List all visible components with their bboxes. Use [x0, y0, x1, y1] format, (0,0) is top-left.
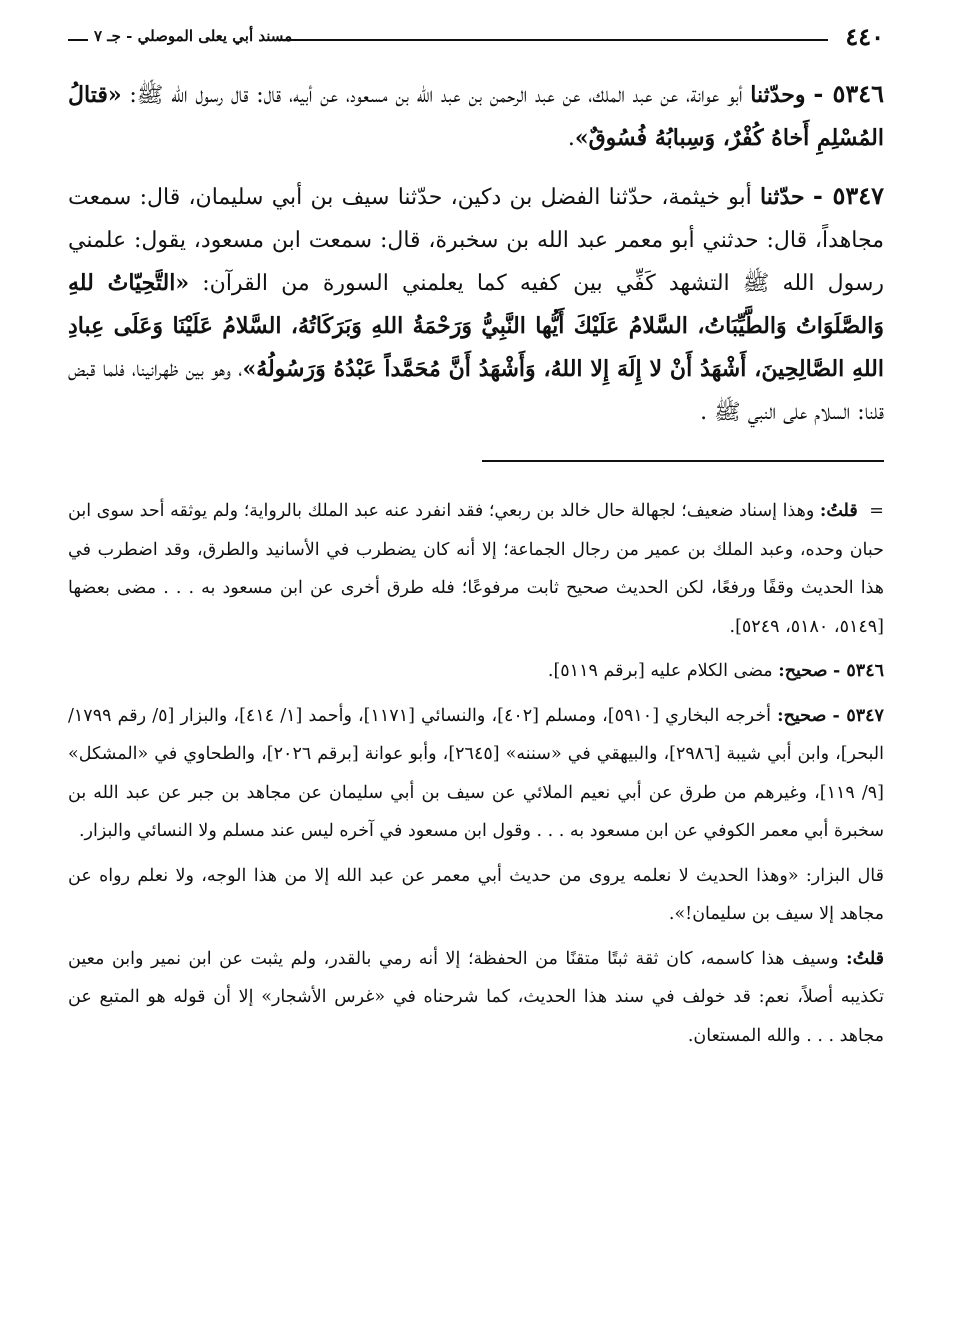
footnote-lead: قلتُ: — [819, 501, 858, 521]
main-text — [68, 72, 884, 434]
hadith-chain: أبو خيثمة، حدّثنا الفضل بن دكين، حدّثنا سيف بن أبي سليمان، قال: سمعت مجاهداً، قال: حدثني أبو معمر عبد الله بن سخبرة، قال: سمعت ابن مسعود، يقول: علمني رسول الله ﷺ التشهد كَفِّي بين كفيه كما يعلمني السورة من القرآن: — [68, 185, 885, 296]
narration-word: وحدّثنا — [750, 82, 806, 108]
footnote-5346 — [68, 652, 884, 691]
footnote-separator — [482, 460, 884, 462]
footnote-lead: صحيح: — [777, 705, 827, 726]
hadith-number: ٥٣٤٧ - — [812, 181, 885, 210]
footnote-5347 — [68, 697, 884, 851]
footnote-lead: صحيح: — [778, 661, 828, 681]
page-number: ٤٤٠ — [845, 22, 884, 51]
running-title: مسند أبي يعلى الموصلي - جـ ٧ — [94, 27, 293, 45]
hadith-5347 — [68, 174, 884, 434]
narration-word: حدّثنا — [760, 184, 805, 210]
footnote-text: وسيف هذا كاسمه، كان ثقة ثبتًا متقنًا من الحفظة؛ إلا أنه رمي بالقدر، ولم يثبت عن ابن نمير وابن معين تكذيبه أصلاً، نعم: قد خولف في سند هذا الحديث، كما شرحناه في «غرس الأشجار» إلا أن قوله هو المتبع عن مجاهد . . . والله المستعان. — [68, 948, 884, 1046]
hadith-5346 — [68, 72, 884, 160]
footnote-number: ٥٣٤٧ - — [832, 705, 884, 726]
hadith-tail: . — [567, 126, 575, 151]
hadith-quote: «التَّحِيّاتُ للهِ وَالصَّلَوَاتُ وَالطَّيِّبَاتُ، السَّلامُ عَلَيْكَ أَيُّها النَّبِيُّ وَرَحْمَةُ اللهِ وَبَرَكَاتُهُ، السَّلامُ عَلَيْنَا وَعَلَى عِبادِ اللهِ الصَّالِحِينَ، أَشْهَدُ أَنْ لا إِلَهَ إِلا اللهُ، وَأَشْهَدُ أَنَّ مُحَمَّداً عَبْدُهُ وَرَسُولُهُ» — [68, 270, 885, 382]
footnote-text: مضى الكلام عليه [برقم ٥١١٩]. — [547, 661, 773, 681]
hadith-number: ٥٣٤٦ - — [813, 79, 884, 108]
hadith-quote: «قتالُ المُسْلِمِ أَخاهُ كُفْرٌ، وَسِبابُهُ فُسُوقٌ» — [68, 82, 884, 151]
footnote-number: ٥٣٤٦ - — [833, 661, 884, 681]
footnote-comment — [68, 940, 884, 1056]
footnote-bazzar-quote — [68, 857, 884, 934]
hadith-tail: ، وهو بين ظهرانينا، فلما قبض قلنا: السلام على النبي ﷺ . — [68, 357, 884, 425]
hadith-chain: أبو عوانة، عن عبد الملك، عن عبد الرحمن بن عبد الله بن مسعود، عن أبيه، قال: قال رسول الله ﷺ: — [129, 83, 743, 108]
footnote-text: وهذا إسناد ضعيف؛ لجهالة حال خالد بن ربعي؛ فقد انفرد عنه عبد الملك بالرواية؛ ولم يوثقه أحد سوى ابن حبان وحده، وعبد الملك بن عمير من رجال الجماعة؛ إلا أنه كان يضطرب في الأسانيد والطرق، وقد اضطرب في هذا الحديث وقفًا ورفعًا، لكن الحديث صحيح ثابت مرفوعًا؛ فله طرق أخرى عن ابن مسعود به . . . مضى بعضها [٥١٤٩، ٥١٨٠، ٥٢٤٩]. — [68, 501, 884, 637]
footnote-lead: قلتُ: — [846, 948, 884, 969]
running-header — [68, 22, 884, 66]
continuation-mark: = — [869, 501, 884, 521]
header-rule — [278, 39, 828, 41]
footnotes — [68, 492, 884, 1055]
book-page — [68, 22, 884, 1322]
footnote-continued — [68, 492, 884, 646]
footnote-text: قال البزار: «وهذا الحديث لا نعلمه يروى من حديث أبي معمر عن عبد الله إلا من هذا الوجه، ولا نعلم رواه عن مجاهد إلا سيف بن سليمان!». — [68, 865, 884, 924]
header-dash — [68, 39, 88, 41]
footnote-text: أخرجه البخاري [٥٩١٠]، ومسلم [٤٠٢]، والنسائي [١١٧١]، وأحمد [١/ ٤١٤]، والبزار [٥/ رقم ١٧٩٩/ البحر]، وابن أبي شيبة [٢٩٨٦]، والبيهقي في «سننه» [٢٦٤٥]، وأبو عوانة [برقم ٢٠٢٦]، والطحاوي في «المشكل» [٩/ ١١٩]، وغيرهم من طرق عن أبي نعيم الملائي عن سيف بن أبي سليمان عن مجاهد بن جبر عن عبد الله بن سخبرة أبي معمر الكوفي عن ابن مسعود به . . . وقول ابن مسعود في آخره ليس عند مسلم ولا النسائي والبزار. — [68, 705, 884, 841]
